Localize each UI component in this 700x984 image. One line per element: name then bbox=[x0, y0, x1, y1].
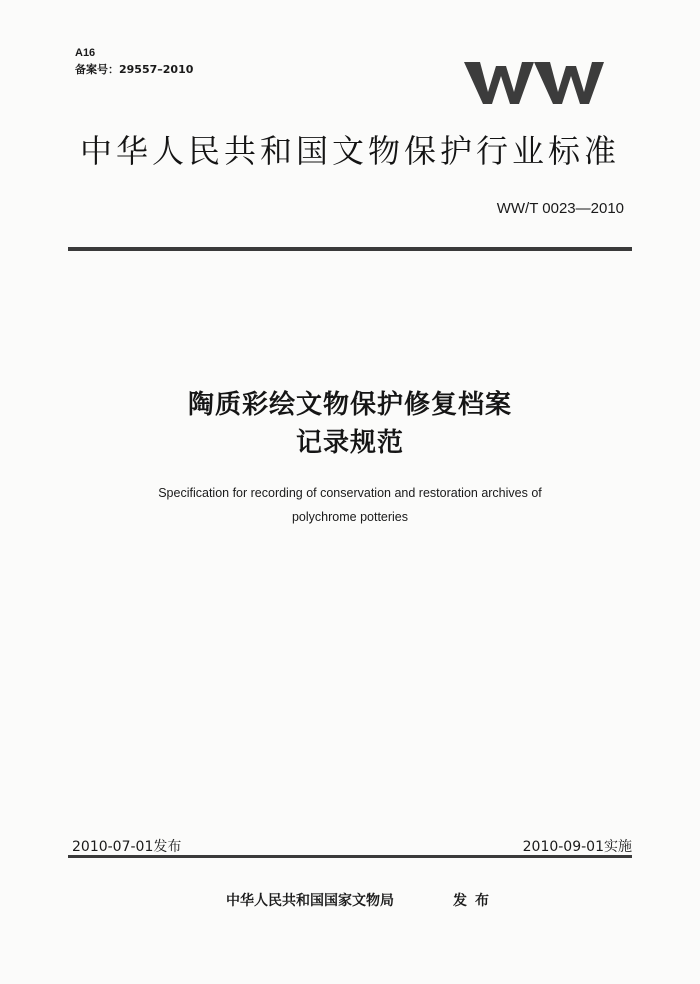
ww-logo-icon bbox=[464, 56, 604, 108]
header-divider bbox=[68, 247, 632, 251]
title-en-line2: polychrome potteries bbox=[291, 510, 409, 524]
issuing-body-title: 中华人民共和国文物保护行业标准 bbox=[79, 132, 620, 170]
issue-label: 发布 bbox=[453, 893, 497, 909]
classification-code: A16 bbox=[75, 47, 96, 59]
title-cn-line2: 记录规范 bbox=[295, 428, 404, 458]
footer-divider bbox=[68, 855, 632, 858]
issuer-name: 中华人民共和国国家文物局 bbox=[226, 893, 394, 909]
effective-date: 2010-09-01实施 bbox=[522, 839, 632, 855]
title-en-line1: Specification for recording of conservation and restoration archives of bbox=[158, 486, 542, 500]
title-cn-line1: 陶质彩绘文物保护修复档案 bbox=[187, 390, 512, 420]
issue-date: 2010-07-01发布 bbox=[72, 839, 182, 855]
standard-number: WW/T 0023—2010 bbox=[496, 200, 624, 217]
record-number: 备案号：29557–2010 bbox=[75, 63, 194, 76]
